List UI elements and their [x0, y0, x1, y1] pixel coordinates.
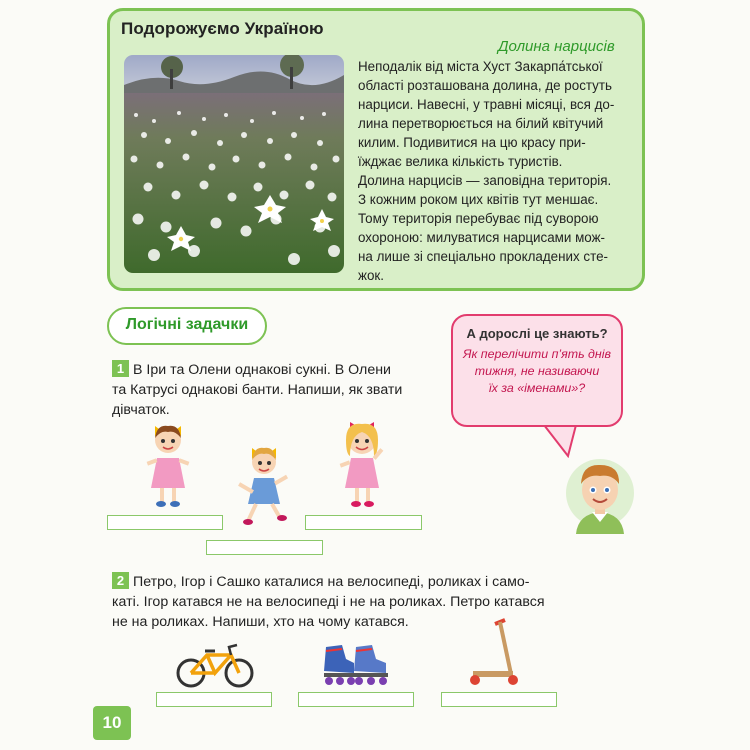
info-text-line: жок.: [358, 268, 384, 283]
girl-2-illustration: [236, 442, 292, 534]
girl-1-illustration: [145, 418, 191, 510]
scooter-illustration: [465, 618, 525, 688]
section-heading: Логічні задачки: [125, 316, 249, 333]
answer-field-girl-1[interactable]: [107, 515, 223, 530]
info-box-subtitle: Долина нарцисів: [498, 38, 615, 55]
task-1-number: 1: [112, 360, 129, 377]
bicycle-illustration: [175, 641, 255, 689]
info-text-line: на лише зі спеціально прокладених сте-: [358, 249, 608, 264]
info-text-line: лина перетворюється на білий квітучий: [358, 116, 604, 131]
daffodil-valley-photo: [124, 55, 344, 273]
task-2-line: каті. Ігор катався не на велосипеді і не на роликах. Петро катався: [112, 594, 545, 610]
answer-field-girl-3[interactable]: [305, 515, 422, 530]
bubble-question-line: їх за «іменами»?: [488, 381, 586, 395]
info-text-line: З кожним роком цих квітів тут меншає.: [358, 192, 599, 207]
info-text-line: Тому територія перебуває під суворою: [358, 211, 599, 226]
roller-skates-illustration: [320, 641, 390, 687]
answer-field-bicycle[interactable]: [156, 692, 272, 707]
task-1-line: дівчаток.: [112, 402, 170, 418]
task-2-line: не на роликах. Напиши, хто на чому катався.: [112, 614, 409, 630]
task-1-line: 1 В Іри та Олени однакові сукні. В Олени: [112, 360, 391, 380]
bubble-title: А дорослі це знають?: [466, 326, 608, 341]
bubble-question-line: тижня, не називаючи: [474, 364, 600, 378]
info-text-line: Долина нарцисів — заповідна територія.: [358, 173, 612, 188]
task-2-number: 2: [112, 572, 129, 589]
task-2-line: 2 Петро, Ігор і Сашко каталися на велосипеді, роликах і само-: [112, 572, 529, 592]
boy-illustration: [562, 452, 638, 534]
info-box-title: Подорожуємо Україною: [121, 19, 324, 38]
answer-field-roller-skates[interactable]: [298, 692, 414, 707]
task-1-line: та Катрусі однакові банти. Напиши, як звати: [112, 382, 403, 398]
girl-3-illustration: [336, 418, 388, 510]
answer-field-girl-2[interactable]: [206, 540, 323, 555]
info-text-line: їжджає велика кількість туристів.: [358, 154, 563, 169]
info-text-line: нарциси. Навесні, у травні місяці, вся до-: [358, 97, 615, 112]
info-text-line: Неподалік від міста Хуст Закарпа́тської: [358, 59, 603, 74]
answer-field-scooter[interactable]: [441, 692, 557, 707]
info-text-line: охороною: милуватися нарцисами мож-: [358, 230, 606, 245]
bubble-question-line: Як перелічити п’ять днів: [463, 347, 611, 361]
info-text-line: килим. Подивитися на цю красу при-: [358, 135, 586, 150]
page-number: 10: [93, 706, 131, 740]
info-text-line: області розташована долина, де ростуть: [358, 78, 612, 93]
